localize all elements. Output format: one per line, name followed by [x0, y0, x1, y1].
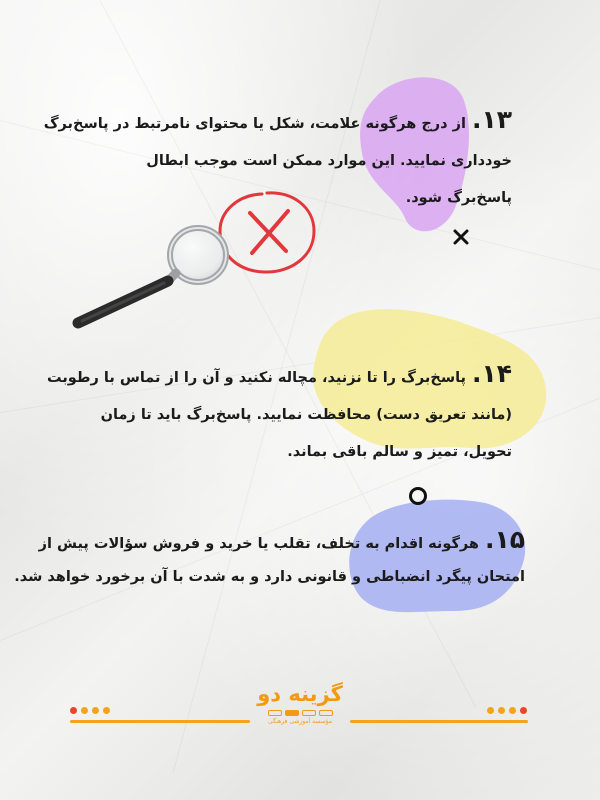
footer-dot-left	[81, 707, 88, 714]
circle-mark-icon	[409, 487, 427, 505]
logo-box	[285, 710, 299, 716]
logo-box	[319, 710, 333, 716]
rule-item-13	[43, 101, 512, 217]
rule-number: ۱۳.	[471, 105, 512, 134]
footer-bar-left	[70, 720, 250, 723]
logo-mark	[255, 710, 345, 716]
rule-item-14	[46, 355, 512, 471]
footer-dot-left	[103, 707, 110, 714]
footer-dot-right	[487, 707, 494, 714]
rule-line: (مانند تعریق دست) محافظت نمایید. پاسخ‌برگ باید تا زمان	[100, 407, 512, 423]
magnifying-glass-icon	[68, 215, 238, 335]
rule-line: ۱۴.پاسخ‌برگ را تا نزنید، مچاله نکنید و آن را از تماس با رطوبت	[46, 359, 512, 388]
rule-item-15	[14, 523, 525, 594]
footer-bar-right	[350, 720, 528, 723]
rule-line: تحویل، تمیز و سالم باقی بماند.	[287, 444, 512, 460]
logo-title: گزینه دو	[257, 682, 343, 706]
logo-subtitle: مؤسسه آموزشی فرهنگی	[267, 718, 333, 725]
rule-line: خودداری نمایید. این موارد ممکن است موجب ابطال	[146, 153, 512, 169]
rule-line: پاسخ‌برگ شود.	[405, 190, 512, 206]
footer-dot-right	[509, 707, 516, 714]
x-mark-icon	[452, 228, 470, 246]
rule-line: ۱۳.از درج هرگونه علامت، شکل یا محتوای نامرتبط در پاسخ‌برگ	[43, 105, 512, 134]
rule-line: ۱۵.هرگونه اقدام به تخلف، تقلب یا خرید و فروش سؤالات پیش از	[38, 525, 525, 554]
rule-number: ۱۵.	[484, 525, 525, 554]
logo-box	[302, 710, 316, 716]
brand-logo	[255, 680, 345, 740]
logo-box	[268, 710, 282, 716]
footer-dot-right	[520, 707, 527, 714]
footer-dot-left	[92, 707, 99, 714]
footer-dot-right	[498, 707, 505, 714]
footer-dot-left	[70, 707, 77, 714]
rule-line: امتحان پیگرد انضباطی و قانونی دارد و به شدت با آن برخورد خواهد شد.	[14, 569, 525, 585]
rule-number: ۱۴.	[471, 359, 512, 388]
